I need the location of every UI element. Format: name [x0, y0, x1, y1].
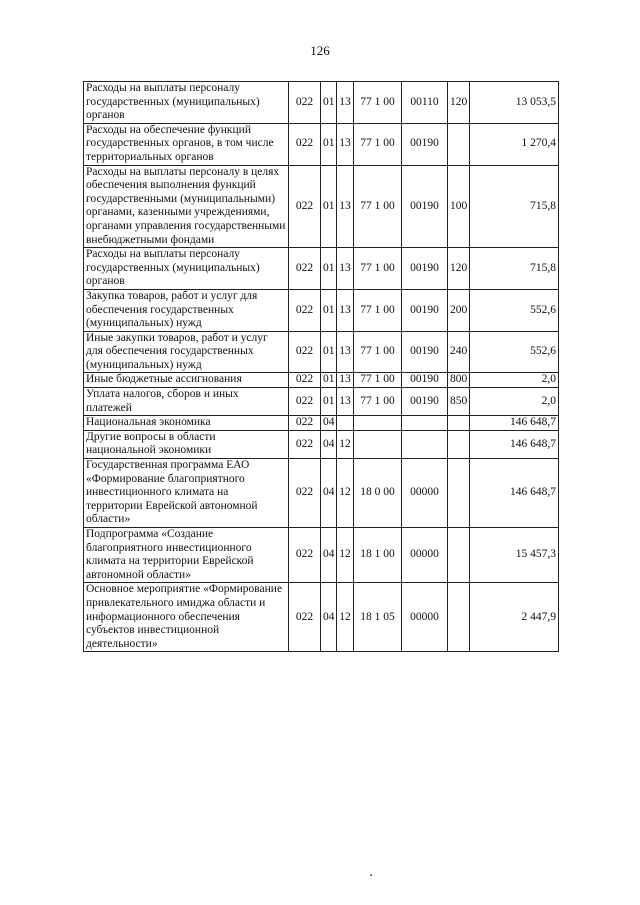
expense-type-code	[448, 528, 470, 583]
ministry-code: 022	[289, 459, 321, 528]
expense-type-code	[448, 459, 470, 528]
program-code: 77 1 00	[354, 82, 402, 124]
subsection-code: 13	[337, 373, 354, 388]
ministry-code: 022	[289, 430, 321, 458]
ministry-code: 022	[289, 331, 321, 373]
direction-code: 00000	[402, 528, 448, 583]
expense-type-code	[448, 430, 470, 458]
ministry-code: 022	[289, 123, 321, 165]
ministry-code: 022	[289, 416, 321, 431]
table-row	[84, 416, 559, 431]
section-code: 04	[321, 459, 337, 528]
program-code: 77 1 00	[354, 331, 402, 373]
program-code	[354, 430, 402, 458]
table-row	[84, 430, 559, 458]
ministry-code: 022	[289, 248, 321, 290]
expense-type-code: 850	[448, 388, 470, 416]
table-row	[84, 248, 559, 290]
direction-code: 00190	[402, 373, 448, 388]
subsection-code: 12	[337, 583, 354, 652]
table-row	[84, 289, 559, 331]
program-code: 77 1 00	[354, 289, 402, 331]
program-code: 77 1 00	[354, 248, 402, 290]
direction-code: 00190	[402, 165, 448, 248]
amount: 15 457,3	[470, 528, 559, 583]
scan-speck	[370, 874, 372, 876]
amount: 552,6	[470, 331, 559, 373]
expense-type-code: 240	[448, 331, 470, 373]
table-row	[84, 528, 559, 583]
program-code: 77 1 00	[354, 373, 402, 388]
amount: 2,0	[470, 373, 559, 388]
subsection-code: 12	[337, 528, 354, 583]
amount: 146 648,7	[470, 430, 559, 458]
program-code: 77 1 00	[354, 165, 402, 248]
amount: 2 447,9	[470, 583, 559, 652]
table-row	[84, 388, 559, 416]
direction-code: 00110	[402, 82, 448, 124]
amount: 146 648,7	[470, 459, 559, 528]
table-row	[84, 82, 559, 124]
direction-code: 00190	[402, 331, 448, 373]
direction-code: 00190	[402, 123, 448, 165]
direction-code	[402, 416, 448, 431]
expense-name: Расходы на выплаты персоналу в целях обеспечения выполнения функций государственными (муниципальными) органами, казенными учреждениями, органами управления государственными внебюджетными фондами	[84, 165, 289, 248]
section-code: 04	[321, 430, 337, 458]
subsection-code: 13	[337, 331, 354, 373]
expense-name: Подпрограмма «Создание благоприятного инвестиционного климата на территории Еврейской автономной области»	[84, 528, 289, 583]
expense-name: Государственная программа ЕАО «Формирование благоприятного инвестиционного климата на территории Еврейской автономной области»	[84, 459, 289, 528]
section-code: 04	[321, 416, 337, 431]
expense-type-code: 120	[448, 82, 470, 124]
expense-type-code	[448, 123, 470, 165]
expense-type-code: 200	[448, 289, 470, 331]
ministry-code: 022	[289, 373, 321, 388]
amount: 552,6	[470, 289, 559, 331]
direction-code: 00190	[402, 388, 448, 416]
section-code: 01	[321, 331, 337, 373]
program-code: 18 1 05	[354, 583, 402, 652]
table-row	[84, 583, 559, 652]
program-code: 77 1 00	[354, 123, 402, 165]
subsection-code: 13	[337, 165, 354, 248]
table-row	[84, 165, 559, 248]
expense-name: Другие вопросы в области национальной экономики	[84, 430, 289, 458]
ministry-code: 022	[289, 165, 321, 248]
expense-type-code	[448, 416, 470, 431]
expense-type-code: 800	[448, 373, 470, 388]
amount: 2,0	[470, 388, 559, 416]
section-code: 01	[321, 248, 337, 290]
direction-code: 00190	[402, 248, 448, 290]
expense-name: Расходы на выплаты персоналу государственных (муниципальных) органов	[84, 82, 289, 124]
expense-name: Национальная экономика	[84, 416, 289, 431]
section-code: 01	[321, 289, 337, 331]
subsection-code: 12	[337, 430, 354, 458]
subsection-code: 13	[337, 289, 354, 331]
direction-code: 00190	[402, 289, 448, 331]
section-code: 01	[321, 123, 337, 165]
subsection-code	[337, 416, 354, 431]
budget-table	[83, 81, 559, 652]
section-code: 04	[321, 583, 337, 652]
expense-name: Уплата налогов, сборов и иных платежей	[84, 388, 289, 416]
expense-name: Расходы на выплаты персоналу государственных (муниципальных) органов	[84, 248, 289, 290]
subsection-code: 13	[337, 123, 354, 165]
amount: 146 648,7	[470, 416, 559, 431]
ministry-code: 022	[289, 289, 321, 331]
direction-code: 00000	[402, 459, 448, 528]
expense-type-code	[448, 583, 470, 652]
section-code: 01	[321, 165, 337, 248]
expense-name: Иные бюджетные ассигнования	[84, 373, 289, 388]
ministry-code: 022	[289, 82, 321, 124]
section-code: 01	[321, 82, 337, 124]
direction-code: 00000	[402, 583, 448, 652]
section-code: 01	[321, 373, 337, 388]
expense-type-code: 120	[448, 248, 470, 290]
ministry-code: 022	[289, 388, 321, 416]
ministry-code: 022	[289, 583, 321, 652]
amount: 715,8	[470, 248, 559, 290]
section-code: 04	[321, 528, 337, 583]
program-code: 18 1 00	[354, 528, 402, 583]
table-row	[84, 331, 559, 373]
program-code: 77 1 00	[354, 388, 402, 416]
table-row	[84, 123, 559, 165]
amount: 715,8	[470, 165, 559, 248]
table-row	[84, 459, 559, 528]
program-code: 18 0 00	[354, 459, 402, 528]
section-code: 01	[321, 388, 337, 416]
expense-name: Расходы на обеспечение функций государственных органов, в том числе территориальных органов	[84, 123, 289, 165]
expense-name: Основное мероприятие «Формирование привлекательного имиджа области и информационного обеспечения субъектов инвестиционной деятельности»	[84, 583, 289, 652]
amount: 1 270,4	[470, 123, 559, 165]
expense-type-code: 100	[448, 165, 470, 248]
table-row	[84, 373, 559, 388]
subsection-code: 12	[337, 459, 354, 528]
subsection-code: 13	[337, 388, 354, 416]
expense-name: Иные закупки товаров, работ и услуг для обеспечения государственных (муниципальных) нужд	[84, 331, 289, 373]
program-code	[354, 416, 402, 431]
subsection-code: 13	[337, 82, 354, 124]
subsection-code: 13	[337, 248, 354, 290]
expense-name: Закупка товаров, работ и услуг для обеспечения государственных (муниципальных) нужд	[84, 289, 289, 331]
direction-code	[402, 430, 448, 458]
ministry-code: 022	[289, 528, 321, 583]
page-number: 126	[310, 43, 330, 58]
amount: 13 053,5	[470, 82, 559, 124]
